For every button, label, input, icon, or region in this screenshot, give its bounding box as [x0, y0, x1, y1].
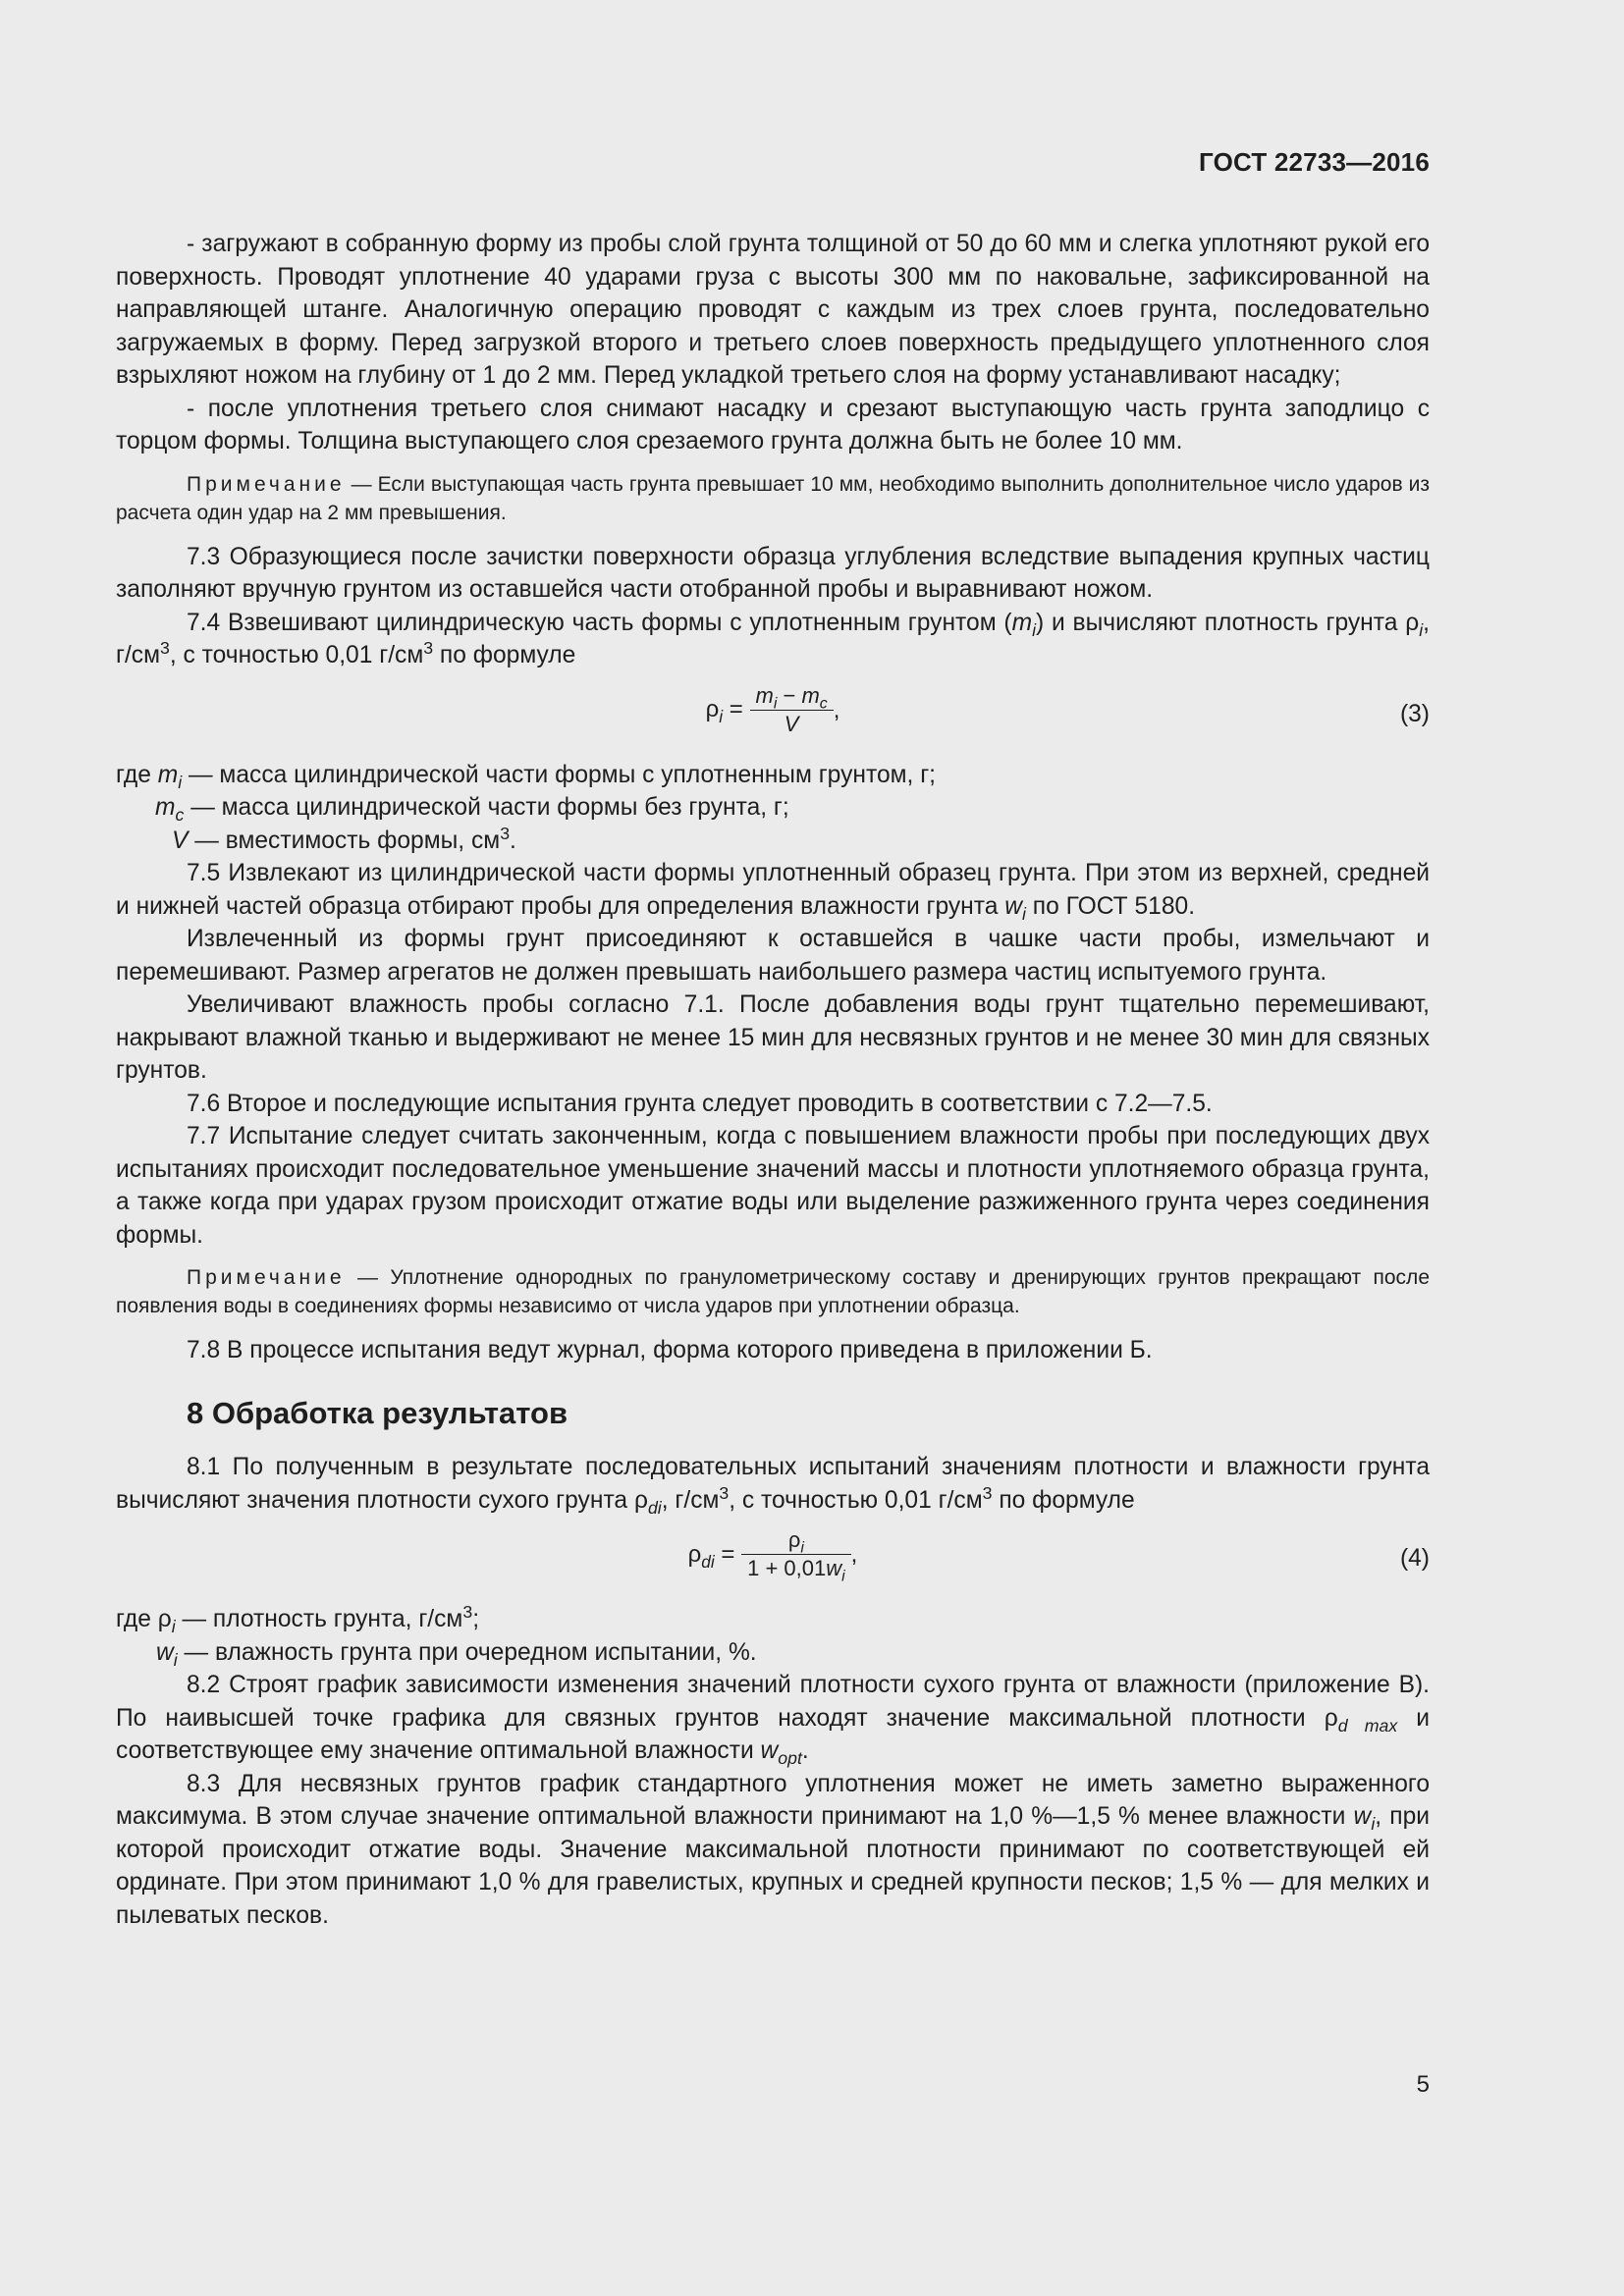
paragraph-8-2: 8.2 Строят график зависимости изменения значений плотности сухого грунта от влажности (приложение В). По наивысшей точке графика для связных грунтов находят значение максимальной плотности $\rho_{d max}$ и соответствующее ему значение оптимальной влажности $w_{opt}$.	[116, 1672, 1431, 1768]
paragraph-8-1: 8.1 По полученным в результате последовательных испытаний значениям плотности и влажности грунта вычисляют значения плотности сухого грунта $\rho_{di}$, $г/см^3$, с точностью 0,01 $г/см^3$ по формуле	[116, 1454, 1430, 1518]
standard-code: ГОСТ 22733—2016	[1199, 147, 1430, 177]
formula-3-number: (3)	[1399, 700, 1430, 727]
paragraph-7-5-b: Извлеченный из формы грунт присоединяют к оставшейся в чашке части пробы, измельчают и перемешивают. Размер агрегатов не должен превышать наибольшего размера частиц испытуемого грунта.	[116, 926, 1430, 986]
formula-3: $\rho_i$ = $\frac{m_i - m_c}{V}$ , (3)	[705, 682, 1430, 736]
note-label: Примечание	[187, 472, 346, 496]
body-text	[116, 228, 1430, 1932]
formula-4: $\rho_{di}$ = $\frac{\rho_i}{1 + 0,01w_i}$ , (4)	[687, 1527, 1430, 1585]
paragraph-cut-excess: - после уплотнения третьего слоя снимают насадку и срезают выступающую часть грунта заподлицо с торцом формы. Толщина выступающего слоя срезаемого грунта должна быть не более 10 мм.	[116, 395, 1430, 454]
paragraph-7-5-c: Увеличивают влажность пробы согласно 7.1. После добавления воды грунт тщательно перемешивают, накрывают влажной тканью и выдерживают не менее 15 мин для несвязных грунтов и не менее 30 мин для связных грунтов.	[116, 991, 1430, 1084]
formula-3-legend: где $m_i$ — масса цилиндрической части формы с уплотненным грунтом, г; $m_c$ — масса цилиндрической части формы без грунта, г; V — вместимость формы, $см^3$.	[116, 761, 936, 854]
formula-3-lhs: $\rho_i$ =	[705, 696, 750, 727]
formula-3-fraction: $\frac{m_i - m_c}{V}$	[750, 682, 834, 738]
paragraph-7-6: 7.6 Второе и последующие испытания грунта следует проводить в соответствии с 7.2—7.5.	[187, 1090, 1213, 1117]
note-2	[116, 1263, 1430, 1320]
formula-4-lhs: $\rho_{di}$ =	[687, 1540, 742, 1572]
note-1	[116, 470, 1430, 527]
paragraph-7-8: 7.8 В процессе испытания ведут журнал, форма которого приведена в приложении Б.	[187, 1337, 1153, 1363]
note-label: Примечание	[187, 1266, 346, 1289]
note-text: — Если выступающая часть грунта превышает 10 мм, необходимо выполнить дополнительное число ударов из расчета один удар на 2 мм превышения.	[116, 472, 1430, 524]
formula-4-number: (4)	[1399, 1545, 1430, 1572]
paragraph-7-7: 7.7 Испытание следует считать законченным, когда с повышением влажности пробы при последующих двух испытаниях происходит последовательное уменьшение значений массы и плотности уплотняемого образца грунта, а также когда при ударах грузом происходит отжатие воды или выделение разжиженного грунта через соединения формы.	[116, 1123, 1430, 1249]
formula-4-fraction: $\frac{\rho_i}{1 + 0,01w_i}$	[741, 1526, 851, 1582]
paragraph-load-layers: - загружают в собранную форму из пробы слой грунта толщиной от 50 до 60 мм и слегка уплотняют рукой его поверхность. Проводят уплотнение 40 ударами груза с высоты 300 мм по наковальне, зафиксированной на направляющей штанге. Аналогичную операцию проводят с каждым из трех слоев грунта, последовательно загружаемых в форму. Перед загрузкой второго и третьего слоев поверхность предыдущего уплотненного слоя взрыхляют ножом на глубину от 1 до 2 мм. Перед укладкой третьего слоя на форму устанавливают насадку;	[116, 231, 1430, 389]
paragraph-7-3: 7.3 Образующиеся после зачистки поверхности образца углубления вследствие выпадения крупных частиц заполняют вручную грунтом из оставшейся части отобранной пробы и выравнивают ножом.	[116, 543, 1430, 603]
paragraph-8-3: 8.3 Для несвязных грунтов график стандартного уплотнения может не иметь заметно выраженного максимума. В этом случае значение оптимальной влажности принимают на 1,0 %—1,5 % менее влажности $w_i$, при которой происходит отжатие воды. Значение максимальной плотности принимают по соответствующей ей ординате. При этом принимают 1,0 % для гравелистых, крупных и средней крупности песков; 1,5 % — для мелких и пылеватых песков.	[116, 1770, 1430, 1929]
page-number: 5	[1416, 2071, 1430, 2098]
paragraph-7-4: 7.4 Взвешивают цилиндрическую часть формы с уплотненным грунтом $(m_i)$ и вычисляют плотность грунта $\rho_i$, $г/см^3$, с точностью 0,01 $г/см^3$ по формуле	[116, 609, 1430, 668]
formula-4-legend: где $\rho_i$ — плотность грунта, $г/см^3$; $w_i$ — влажность грунта при очередном испытании, %.	[116, 1601, 757, 1670]
section-heading-8: 8 Обработка результатов	[187, 1395, 568, 1430]
note-text: — Уплотнение однородных по гранулометрическому составу и дренирующих грунтов прекращают после появления воды в соединениях формы независимо от числа ударов при уплотнении образца.	[116, 1266, 1430, 1317]
paragraph-7-5: 7.5 Извлекают из цилиндрической части формы уплотненный образец грунта. При этом из верхней, средней и нижней частей образца отбирают пробы для определения влажности грунта $w_i$ по ГОСТ 5180.	[116, 860, 1430, 924]
